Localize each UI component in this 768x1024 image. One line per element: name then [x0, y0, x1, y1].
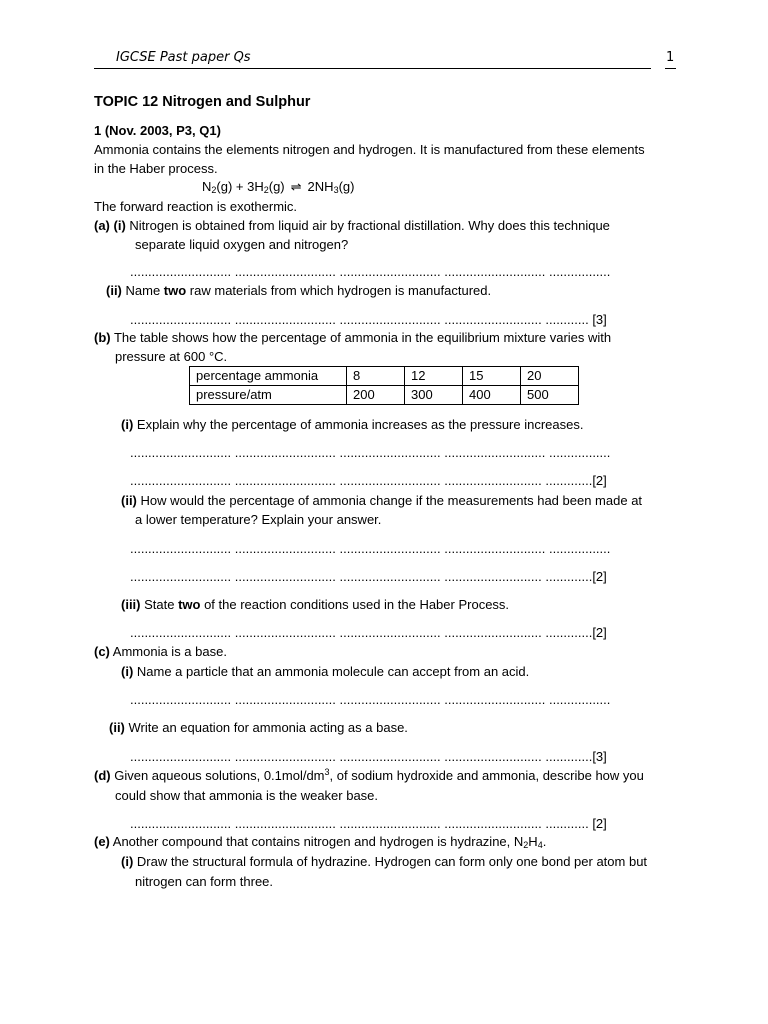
- mark-allocation: [2]: [592, 625, 607, 640]
- answer-line[interactable]: ............................ ............................ ............................ ............................ .................: [130, 692, 611, 707]
- answer-line[interactable]: ............................ ............................ ............................ ............................ .................: [130, 264, 611, 279]
- part-e-sub2: 4: [537, 840, 543, 850]
- answer-line[interactable]: ............................ ............................ ............................ ............................ .................: [130, 445, 611, 460]
- table-cell: 300: [405, 386, 463, 405]
- eq-right-state: (g): [338, 179, 355, 194]
- part-b-i: [121, 417, 583, 432]
- part-b: [94, 330, 611, 345]
- part-a-ii-post: raw materials from which hydrogen is manufactured.: [186, 283, 492, 298]
- eq-n-sub: 2: [211, 185, 217, 195]
- part-e-i-line2: nitrogen can form three.: [135, 874, 274, 889]
- table-cell: 500: [521, 386, 579, 405]
- part-e-pre: Another compound that contains nitrogen and hydrogen is hydrazine, N: [109, 834, 524, 849]
- eq-n: N: [202, 179, 212, 194]
- part-a-i: [94, 218, 610, 233]
- part-d-label: (d): [94, 768, 111, 783]
- page-number: 1: [666, 50, 675, 65]
- part-e: [94, 834, 546, 849]
- part-b-iii-pre: State: [140, 597, 179, 612]
- table-cell: 200: [347, 386, 405, 405]
- answer-line[interactable]: [130, 625, 607, 640]
- eq-right: 2NH: [307, 179, 334, 194]
- part-e-label: (e): [94, 834, 110, 849]
- answer-line[interactable]: [130, 473, 607, 488]
- part-d-line2: could show that ammonia is the weaker base.: [115, 788, 379, 803]
- eq-h-sub: 2: [263, 185, 269, 195]
- part-c-i: [121, 664, 529, 679]
- header-rule: [94, 68, 651, 69]
- part-b-iii-bold: two: [178, 597, 201, 612]
- ammonia-pressure-table: [189, 366, 579, 405]
- part-c-ii-text: Write an equation for ammonia acting as a base.: [124, 720, 408, 735]
- mark-allocation: [2]: [592, 816, 607, 831]
- table-row: [190, 367, 579, 386]
- header-rule-page: [665, 68, 676, 69]
- part-c-text: Ammonia is a base.: [109, 644, 227, 659]
- part-b-ii-line1: How would the percentage of ammonia change if the measurements had been made at: [136, 493, 643, 508]
- part-a-i-line1: Nitrogen is obtained from liquid air by fractional distillation. Why does this technique: [125, 218, 610, 233]
- part-b-line1: The table shows how the percentage of ammonia in the equilibrium mixture varies with: [110, 330, 612, 345]
- part-b-i-text: Explain why the percentage of ammonia increases as the pressure increases.: [133, 417, 584, 432]
- part-e-mid: H: [528, 834, 538, 849]
- answer-dots: ............................ ............................ ............................ ........................... .............: [130, 749, 593, 764]
- answer-line[interactable]: [130, 749, 607, 764]
- part-d-pre: Given aqueous solutions, 0.1mol/dm: [110, 768, 325, 783]
- table-cell: 8: [347, 367, 405, 386]
- mark-allocation: [3]: [592, 312, 607, 327]
- table-cell: 400: [463, 386, 521, 405]
- part-a-ii-pre: Name: [121, 283, 164, 298]
- intro-line-1: Ammonia contains the elements nitrogen and hydrogen. It is manufactured from these elements: [94, 142, 645, 157]
- part-c-label: (c): [94, 644, 110, 659]
- part-d-sup: 3: [324, 767, 330, 777]
- equilibrium-arrow-icon: ⇌: [290, 179, 302, 194]
- table-row: [190, 386, 579, 405]
- part-c-ii-label: (ii): [109, 720, 125, 735]
- mark-allocation: [2]: [592, 569, 607, 584]
- part-e-i-label: (i): [121, 854, 134, 869]
- part-e-i: [121, 854, 647, 869]
- part-a-ii: [106, 283, 491, 298]
- part-c-i-label: (i): [121, 664, 134, 679]
- eq-h-state: (g): [268, 179, 285, 194]
- part-b-ii: [121, 493, 642, 508]
- topic-title: TOPIC 12 Nitrogen and Sulphur: [94, 94, 311, 110]
- part-b-iii-label: (iii): [121, 597, 141, 612]
- exothermic-statement: The forward reaction is exothermic.: [94, 199, 298, 214]
- table-cell: percentage ammonia: [190, 367, 347, 386]
- part-d: [94, 768, 644, 783]
- mark-allocation: [3]: [592, 749, 607, 764]
- haber-equation: [202, 179, 354, 195]
- answer-dots: ............................ ............................ ............................ ........................... ............: [130, 816, 593, 831]
- part-e-post: .: [542, 834, 547, 849]
- part-a-i-line2: separate liquid oxygen and nitrogen?: [135, 237, 349, 252]
- intro-line-2: in the Haber process.: [94, 161, 218, 176]
- answer-line[interactable]: ............................ ............................ ............................ ............................ .................: [130, 541, 611, 556]
- mark-allocation: [2]: [592, 473, 607, 488]
- part-b-line2: pressure at 600 °C.: [115, 349, 228, 364]
- part-e-sub1: 2: [523, 840, 529, 850]
- table-cell: 20: [521, 367, 579, 386]
- answer-dots: ............................ ............................ ............................ ........................... .............: [130, 473, 593, 488]
- part-b-ii-label: (ii): [121, 493, 137, 508]
- part-b-i-label: (i): [121, 417, 134, 432]
- part-c: [94, 644, 227, 659]
- part-b-label: (b): [94, 330, 111, 345]
- part-c-ii: [109, 720, 408, 735]
- header-title: IGCSE Past paper Qs: [116, 50, 251, 65]
- answer-line[interactable]: [130, 312, 607, 327]
- part-a-ii-label: (ii): [106, 283, 122, 298]
- answer-dots: ............................ ............................ ............................ ........................... .............: [130, 625, 593, 640]
- part-e-i-line1: Draw the structural formula of hydrazine. Hydrogen can form only one bond per atom but: [133, 854, 648, 869]
- table-cell: 15: [463, 367, 521, 386]
- table-cell: pressure/atm: [190, 386, 347, 405]
- part-a-label: (a) (i): [94, 218, 126, 233]
- part-d-post: , of sodium hydroxide and ammonia, describe how you: [329, 768, 644, 783]
- part-b-ii-line2: a lower temperature? Explain your answer.: [135, 512, 382, 527]
- part-b-iii-post: of the reaction conditions used in the Haber Process.: [200, 597, 510, 612]
- question-reference: 1 (Nov. 2003, P3, Q1): [94, 123, 221, 138]
- part-c-i-text: Name a particle that an ammonia molecule can accept from an acid.: [133, 664, 530, 679]
- answer-dots: ............................ ............................ ............................ ........................... .............: [130, 569, 593, 584]
- eq-n-state: (g) + 3H: [216, 179, 264, 194]
- answer-line[interactable]: [130, 569, 607, 584]
- part-a-ii-bold: two: [163, 283, 187, 298]
- answer-dots: ............................ ............................ ............................ ........................... ............: [130, 312, 593, 327]
- eq-right-sub: 3: [333, 185, 339, 195]
- part-b-iii: [121, 597, 509, 612]
- answer-line[interactable]: [130, 816, 607, 831]
- table-cell: 12: [405, 367, 463, 386]
